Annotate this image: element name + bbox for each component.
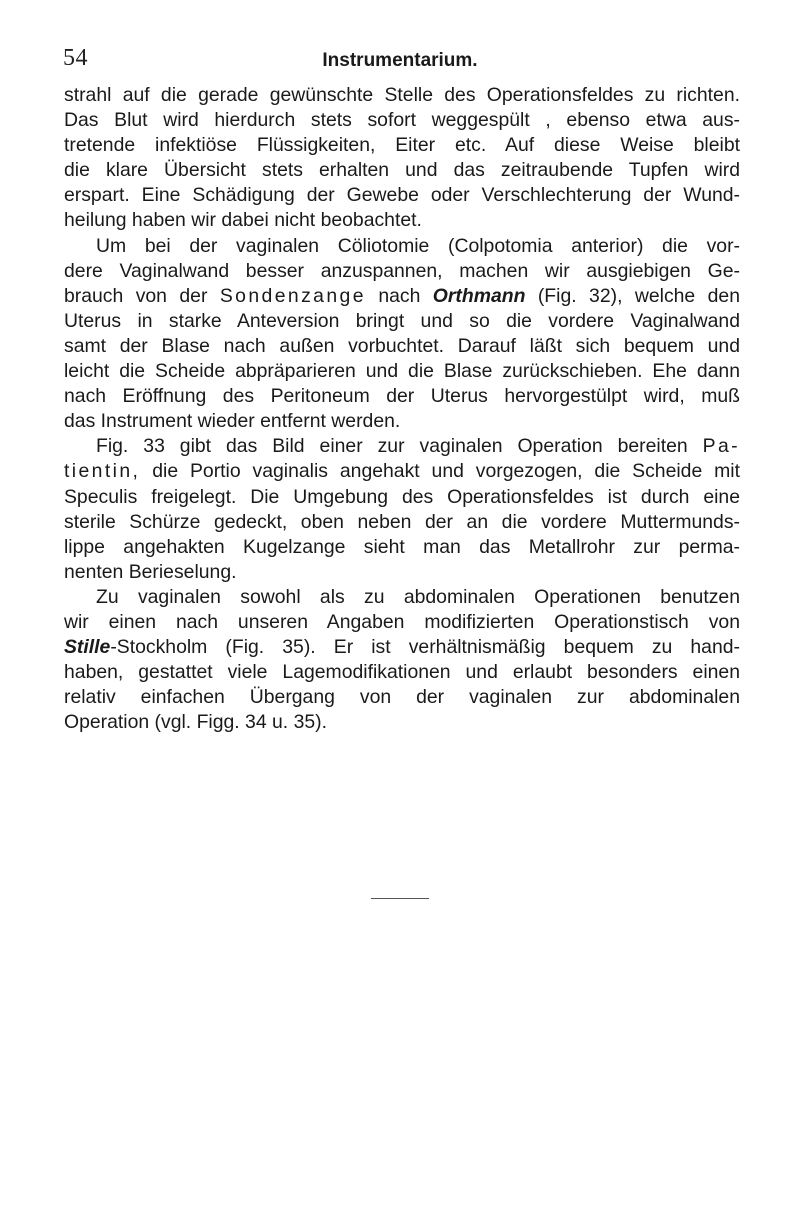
text-line [64,635,740,660]
text-line [64,710,740,735]
text-segment: das Instrument wieder entfernt werden. [64,410,401,433]
text-segment: Zu vaginalen sowohl als zu abdominalen Operationen benutzen [96,585,740,608]
body-text [64,83,740,735]
text-line [64,610,740,635]
text-segment: tretende infektiöse Flüssigkeiten, Eiter etc. Auf diese Weise bleibt [64,134,740,157]
text-line [64,459,740,484]
text-segment: samt der Blase nach außen vorbuchtet. Darauf läßt sich bequem und [64,334,740,357]
page-number: 54 [63,45,88,71]
text-segment: Orthmann [432,284,526,307]
text-segment: tientin, [64,460,141,483]
text-line [64,535,740,560]
text-segment: heilung haben wir dabei nicht beobachtet. [64,209,422,232]
text-line [64,183,740,208]
text-segment: -Stockholm (Fig. 35). Er ist verhältnismäßig bequem zu hand- [110,636,740,659]
text-segment: wir einen nach unseren Angaben modifizierten Operationstisch von [64,610,740,633]
text-line [64,334,740,359]
text-segment: nenten Berieselung. [64,560,237,583]
text-segment: Speculis freigelegt. Die Umgebung des Operationsfeldes ist durch eine [64,485,740,508]
text-segment: erspart. Eine Schädigung der Gewebe oder Verschlechterung der Wund- [64,184,740,207]
text-segment: nach Eröffnung des Peritoneum der Uterus hervorgestülpt wird, muß [64,385,740,408]
text-segment: lippe angehakten Kugelzange sieht man das Metallrohr zur perma- [64,535,740,558]
text-segment: strahl auf die gerade gewünschte Stelle des Operationsfeldes zu richten. [64,84,740,106]
text-segment: Fig. 33 gibt das Bild einer zur vaginalen Operation bereiten [96,435,703,458]
paragraph [64,585,740,736]
text-line [64,108,740,133]
text-line [64,234,740,259]
text-segment: Das Blut wird hierdurch stets sofort weggespült , ebenso etwa aus- [64,109,740,132]
text-line [64,83,740,108]
text-segment: die klare Übersicht stets erhalten und das zeitraubende Tupfen wird [64,159,740,182]
text-line [64,560,740,585]
text-segment: haben, gestattet viele Lagemodifikationen und erlaubt besonders einen [64,661,740,684]
text-line [64,284,740,309]
text-line [64,510,740,535]
text-line [64,208,740,233]
text-line [64,434,740,459]
paragraph [64,234,740,435]
text-segment: Operation (vgl. Figg. 34 u. 35). [64,711,327,734]
text-segment: leicht die Scheide abpräparieren und die Blase zurückschieben. Ehe dann [64,360,740,383]
text-segment: Pa- [702,435,740,458]
text-segment: Stille [64,636,111,659]
text-segment: brauch von der [64,284,220,307]
text-segment: nach [365,284,433,307]
text-line [64,660,740,685]
running-title: Instrumentarium. [322,50,478,71]
paragraph [64,434,740,585]
text-line [64,685,740,710]
text-line [64,384,740,409]
text-line [64,359,740,384]
text-line [64,585,740,610]
text-segment: Uterus in starke Anteversion bringt und so die vordere Vaginalwand [64,309,740,332]
text-line [64,485,740,510]
text-line [64,133,740,158]
text-segment: Um bei der vaginalen Cöliotomie (Colpotomia anterior) die vor- [96,234,740,257]
text-line [64,158,740,183]
text-line [64,409,740,434]
text-segment: die Portio vaginalis angehakt und vorgezogen, die Scheide mit [140,460,740,483]
section-divider-rule [371,898,429,899]
text-line [64,259,740,284]
text-segment: dere Vaginalwand besser anzuspannen, machen wir ausgiebigen Ge- [64,259,740,282]
text-segment: sterile Schürze gedeckt, oben neben der an die vordere Muttermunds- [64,510,740,533]
text-segment: relativ einfachen Übergang von der vaginalen zur abdominalen [64,686,740,709]
paragraph [64,83,740,234]
text-line [64,309,740,334]
text-segment: Sondenzange [219,284,366,307]
text-segment: (Fig. 32), welche den [525,284,740,307]
